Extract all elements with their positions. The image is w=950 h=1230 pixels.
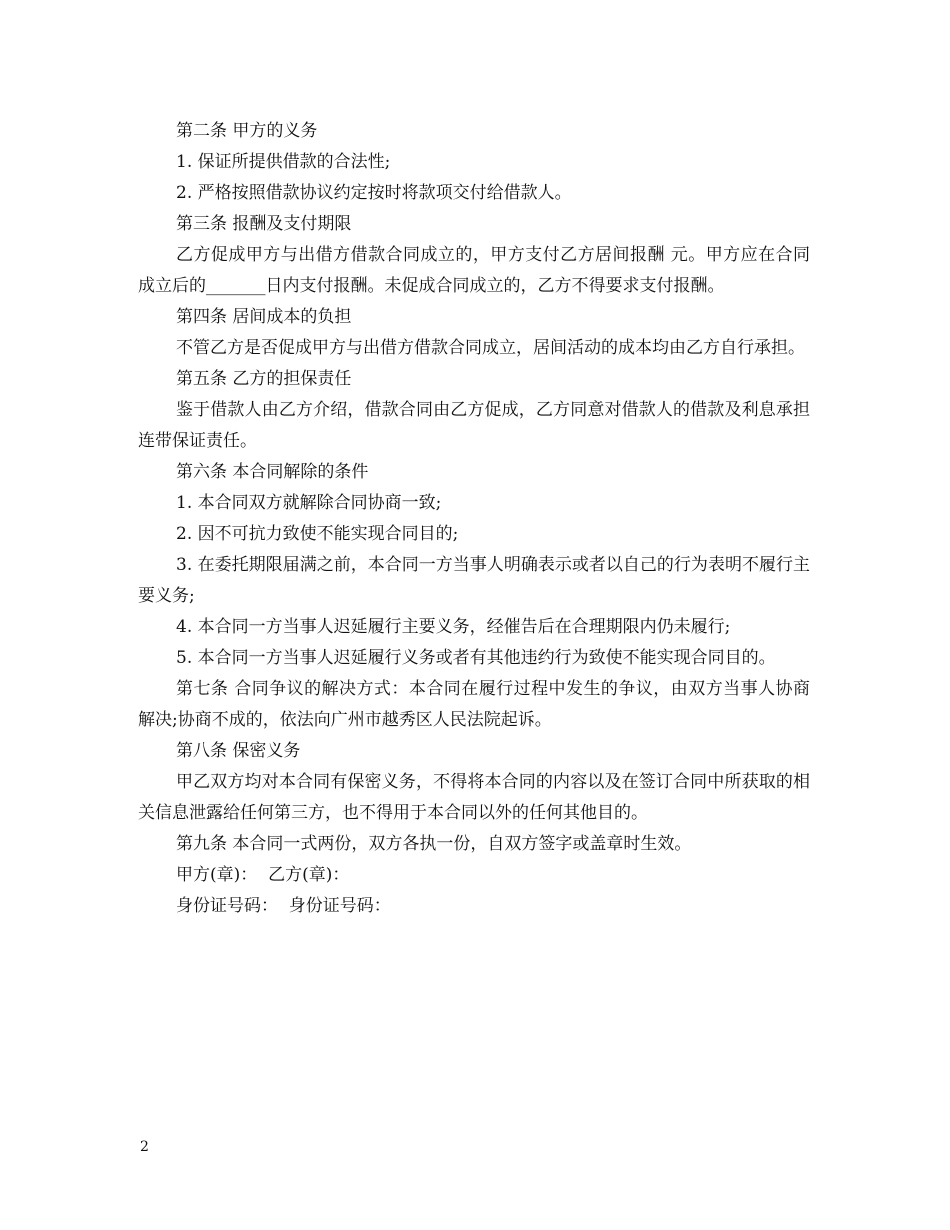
- signature-line: 甲方(章)： 乙方(章)：: [176, 865, 350, 885]
- article-5-body: 鉴于借款人由乙方介绍，借款合同由乙方促成，乙方同意对借款人的借款及利息承担连带保证责任。: [138, 400, 810, 451]
- article-2-item-1: 1. 保证所提供借款的合法性;: [176, 152, 391, 172]
- article-3-body: 乙方促成甲方与出借方借款合同成立的，甲方支付乙方居间报酬 元。甲方应在合同成立后的_______日内支付报酬。未促成合同成立的，乙方不得要求支付报酬。: [138, 245, 810, 296]
- document-body: [138, 116, 810, 922]
- article-4-heading: 第四条 居间成本的负担: [176, 307, 352, 327]
- article-6-item-2: 2. 因不可抗力致使不能实现合同目的;: [176, 524, 459, 544]
- article-6-item-4: 4. 本合同一方当事人迟延履行主要义务，经催告后在合理期限内仍未履行;: [176, 617, 731, 637]
- article-8-body: 甲乙双方均对本合同有保密义务，不得将本合同的内容以及在签订合同中所获取的相关信息泄露给任何第三方，也不得用于本合同以外的任何其他目的。: [138, 772, 810, 823]
- id-number-line: 身份证号码： 身份证号码：: [176, 896, 391, 916]
- article-2-heading: 第二条 甲方的义务: [176, 121, 318, 141]
- article-6-item-3: 3. 在委托期限届满之前，本合同一方当事人明确表示或者以自己的行为表明不履行主要义务;: [138, 555, 810, 606]
- article-4-body: 不管乙方是否促成甲方与出借方借款合同成立，居间活动的成本均由乙方自行承担。: [176, 338, 805, 358]
- article-7-body: 第七条 合同争议的解决方式：本合同在履行过程中发生的争议，由双方当事人协商解决;协商不成的，依法向广州市越秀区人民法院起诉。: [138, 679, 810, 730]
- page-number: 2: [140, 1139, 149, 1155]
- article-3-heading: 第三条 报酬及支付期限: [176, 214, 352, 234]
- article-8-heading: 第八条 保密义务: [176, 741, 301, 761]
- article-2-item-2: 2. 严格按照借款协议约定按时将款项交付给借款人。: [176, 183, 572, 203]
- article-5-heading: 第五条 乙方的担保责任: [176, 369, 352, 389]
- article-6-item-1: 1. 本合同双方就解除合同协商一致;: [176, 493, 442, 513]
- article-6-heading: 第六条 本合同解除的条件: [176, 462, 369, 482]
- article-9-body: 第九条 本合同一式两份，双方各执一份，自双方签字或盖章时生效。: [176, 834, 692, 854]
- article-6-item-5: 5. 本合同一方当事人迟延履行义务或者有其他违约行为致使不能实现合同目的。: [176, 648, 776, 668]
